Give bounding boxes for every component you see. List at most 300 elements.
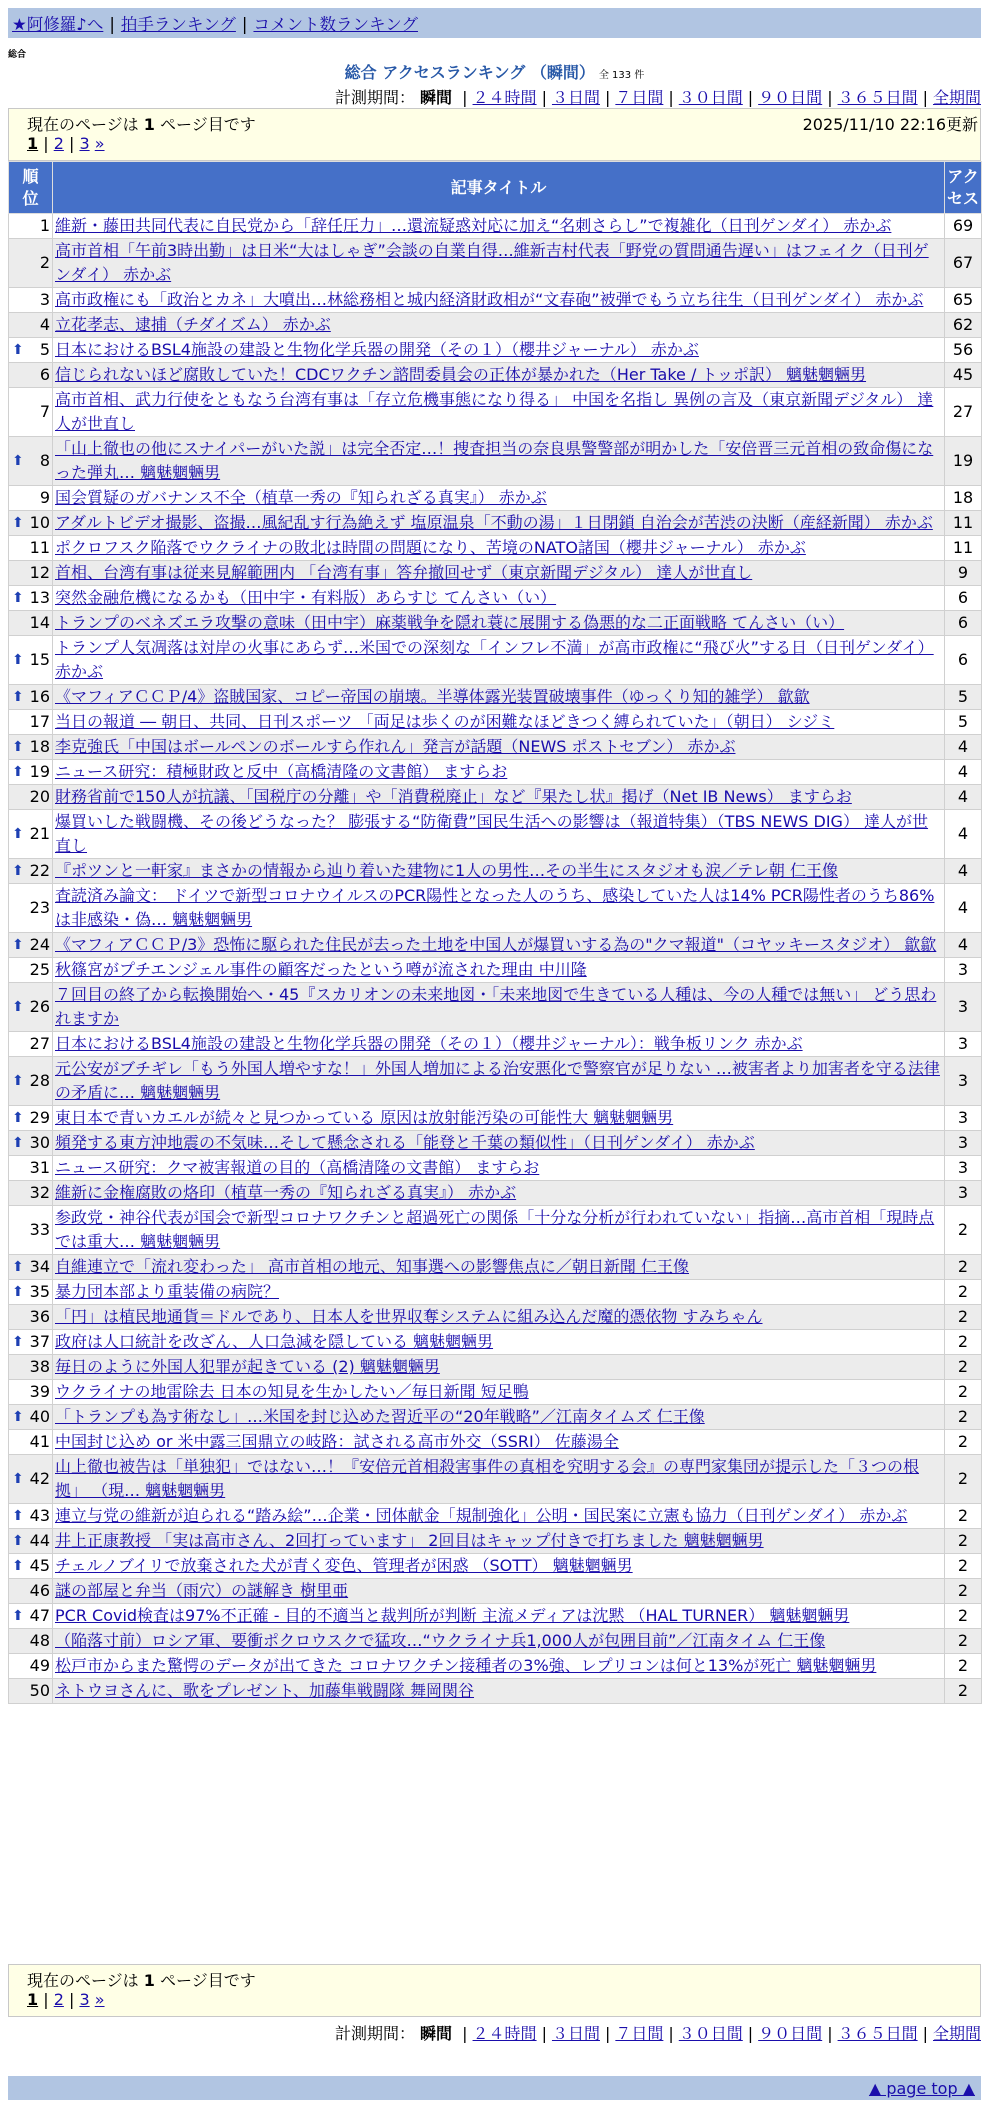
table-row <box>9 1255 982 1280</box>
item-count: 全 133 件 <box>598 70 645 81</box>
up-arrow-icon: ⬆ <box>12 453 24 469</box>
article-link[interactable]: （陥落寸前）ロシア軍、要衝ポクロウスクで猛攻…“ウクライナ兵1,000人が包囲目前”／江南タイム 仁王像 <box>55 1631 826 1650</box>
rank-number: 25 <box>29 960 50 979</box>
article-link[interactable]: 爆買いした戦闘機、その後どうなった？ 膨張する“防衛費”国民生活への影響は（報道特集）（TBS NEWS DIG） 達人が世直し <box>55 812 929 855</box>
rank-number: 8 <box>39 451 50 470</box>
access-count: 6 <box>945 586 982 611</box>
article-link[interactable]: 維新に金権腐敗の烙印（植草一秀の『知られざる真実』） 赤かぶ <box>55 1183 517 1202</box>
title-cell <box>53 1679 945 1704</box>
article-link[interactable]: 中国封じ込め or 米中露三国鼎立の岐路：試される高市外交（SSRI） 佐藤湯全 <box>55 1432 619 1451</box>
access-count: 67 <box>945 239 982 288</box>
access-count: 3 <box>945 1156 982 1181</box>
rank-cell <box>9 611 53 636</box>
rank-cell <box>9 586 53 611</box>
access-count: 2 <box>945 1405 982 1430</box>
rank-number: 17 <box>29 712 50 731</box>
period-link-0[interactable]: ２４時間 <box>472 88 537 107</box>
title-cell <box>53 1206 945 1255</box>
title-cell <box>53 1455 945 1504</box>
up-arrow-icon: ⬆ <box>12 1334 24 1350</box>
page-link-3[interactable]: 3 <box>79 134 90 153</box>
title-cell <box>53 313 945 338</box>
title-cell <box>53 288 945 313</box>
separator: | <box>604 88 611 107</box>
rank-number: 40 <box>29 1407 50 1426</box>
title-cell <box>53 611 945 636</box>
article-link[interactable]: 首相、台湾有事は従来見解範囲内 「台湾有事」答弁撤回せず（東京新聞デジタル） 達人が世直し <box>55 563 753 582</box>
title-cell <box>53 810 945 859</box>
rank-cell <box>9 1604 53 1629</box>
rank-number: 43 <box>29 1506 50 1525</box>
title-cell <box>53 933 945 958</box>
table-row <box>9 1430 982 1455</box>
rank-cell <box>9 810 53 859</box>
table-row <box>9 636 982 685</box>
rank-number: 42 <box>29 1469 50 1488</box>
rank-number: 14 <box>29 613 50 632</box>
home-link[interactable]: ★阿修羅♪へ <box>12 15 104 34</box>
next-page-link[interactable]: » <box>94 1990 105 2009</box>
article-link[interactable]: 井上正康教授 「実は高市さん、2回打っています」 2回目はキャップ付きで打ちました 魑魅魍魎男 <box>55 1531 764 1550</box>
table-row <box>9 1455 982 1504</box>
period-label: 計測期間： <box>334 88 415 107</box>
article-link[interactable]: 毎日のように外国人犯罪が起きている (2) 魑魅魍魎男 <box>55 1357 440 1376</box>
article-link[interactable]: 秋篠宮がプチエンジェル事件の顧客だったという噂が流された理由 中川隆 <box>55 960 587 979</box>
rank-number: 3 <box>39 290 50 309</box>
article-link[interactable]: ポクロフスク陥落でウクライナの敗北は時間の問題になり、苦境のNATO諸国（櫻井ジャーナル） 赤かぶ <box>55 538 806 557</box>
pagination-bottom <box>27 1990 105 2009</box>
up-arrow-icon: ⬆ <box>12 689 24 705</box>
up-arrow-icon: ⬆ <box>12 1135 24 1151</box>
ranking-rows <box>9 214 982 1704</box>
period-link-5[interactable]: ３６５日間 <box>837 2024 918 2043</box>
rank-cell <box>9 1405 53 1430</box>
separator: | <box>922 2024 928 2043</box>
table-row <box>9 1206 982 1255</box>
table-row <box>9 388 982 437</box>
access-count: 2 <box>945 1280 982 1305</box>
title-cell <box>53 1156 945 1181</box>
up-arrow-icon: ⬆ <box>12 1508 24 1524</box>
rank-cell <box>9 1654 53 1679</box>
rank-number: 26 <box>29 997 50 1016</box>
table-row <box>9 1604 982 1629</box>
period-current-bottom: 瞬間 <box>420 2024 453 2043</box>
access-count: 2 <box>945 1504 982 1529</box>
up-arrow-icon: ⬆ <box>12 1471 24 1487</box>
title-cell <box>53 486 945 511</box>
period-link-2[interactable]: ７日間 <box>615 88 664 107</box>
rank-cell <box>9 239 53 288</box>
separator: | <box>462 2024 468 2043</box>
rank-cell <box>9 388 53 437</box>
title-cell <box>53 710 945 735</box>
header-title: 記事タイトル <box>53 162 945 214</box>
title-cell <box>53 214 945 239</box>
rank-cell <box>9 561 53 586</box>
table-row <box>9 1156 982 1181</box>
access-count: 2 <box>945 1554 982 1579</box>
title-cell <box>53 1629 945 1654</box>
rank-number: 11 <box>29 538 50 557</box>
access-count: 2 <box>945 1430 982 1455</box>
access-count: 4 <box>945 884 982 933</box>
table-row <box>9 1654 982 1679</box>
separator: | <box>922 88 928 107</box>
access-count: 65 <box>945 288 982 313</box>
rank-cell <box>9 1106 53 1131</box>
title-cell <box>53 536 945 561</box>
ranking-title: 総合 アクセスランキング （瞬間） <box>344 63 595 82</box>
title-cell <box>53 1330 945 1355</box>
rank-number: 18 <box>29 737 50 756</box>
article-link[interactable]: 国会質疑のガバナンス不全（植草一秀の『知られざる真実』） 赤かぶ <box>55 488 547 507</box>
title-cell <box>53 1380 945 1405</box>
article-link[interactable]: PCR Covid検査は97%不正確 - 目的不適当と裁判所が判断 主流メディアは沈黙 （HAL TURNER） 魑魅魍魎男 <box>55 1606 850 1625</box>
article-link[interactable]: 謎の部屋と弁当（雨穴）の謎解き 樹里亜 <box>55 1581 349 1600</box>
article-link[interactable]: 「トランプも為す術なし」…米国を封じ込めた習近平の“20年戦略”／江南タイムズ 仁王像 <box>55 1407 705 1426</box>
table-row <box>9 1131 982 1156</box>
rank-cell <box>9 313 53 338</box>
article-link[interactable]: 連立与党の維新が迫られる“踏み絵”…企業・団体献金「規制強化」公明・国民案に立憲も協力（日刊ゲンダイ） 赤かぶ <box>55 1506 908 1525</box>
article-link[interactable]: 当日の報道 ― 朝日、共同、日刊スポーツ 「両足は歩くのが困難なほどきつく縛られていた」（朝日） シジミ <box>55 712 835 731</box>
rank-cell <box>9 760 53 785</box>
table-row <box>9 1057 982 1106</box>
article-link[interactable]: ネトウヨさんに、歌をプレゼント、加藤隼戦闘隊 舞岡関谷 <box>55 1681 475 1700</box>
title-cell <box>53 363 945 388</box>
rank-number: 24 <box>29 935 50 954</box>
page-link-2[interactable]: 2 <box>53 1990 64 2009</box>
title-cell <box>53 1057 945 1106</box>
rank-number: 45 <box>29 1556 50 1575</box>
article-link[interactable]: トランプのベネズエラ攻撃の意味（田中宇）麻薬戦争を隠れ蓑に展開する偽悪的な二正面戦略 てんさい（い） <box>55 613 845 632</box>
access-count: 2 <box>945 1380 982 1405</box>
period-current: 瞬間 <box>420 88 453 107</box>
table-row <box>9 363 982 388</box>
access-count: 2 <box>945 1206 982 1255</box>
access-count: 4 <box>945 735 982 760</box>
table-row <box>9 785 982 810</box>
article-link[interactable]: 自維連立で「流れ変わった」 高市首相の地元、知事選への影響焦点に／朝日新聞 仁王像 <box>55 1257 690 1276</box>
access-count: 2 <box>945 1330 982 1355</box>
rank-number: 13 <box>29 588 50 607</box>
up-arrow-icon: ⬆ <box>12 590 24 606</box>
up-arrow-icon: ⬆ <box>12 1073 24 1089</box>
article-link[interactable]: 政府は人口統計を改ざん、人口急減を隠している 魑魅魍魎男 <box>55 1332 494 1351</box>
table-row <box>9 536 982 561</box>
table-row <box>9 1305 982 1330</box>
table-row <box>9 1679 982 1704</box>
title-cell <box>53 511 945 536</box>
period-selector-top <box>335 85 981 108</box>
period-link-5[interactable]: ３６５日間 <box>837 88 918 107</box>
page-link-3[interactable]: 3 <box>79 1990 90 2009</box>
table-row <box>9 1405 982 1430</box>
access-count: 3 <box>945 983 982 1032</box>
separator: | <box>541 88 547 107</box>
table-row <box>9 1554 982 1579</box>
article-link[interactable]: 信じられないほど腐敗していた！CDCワクチン諮問委員会の正体が暴かれた（Her Take / トッポ訳） 魑魅魍魎男 <box>55 365 867 384</box>
table-row <box>9 933 982 958</box>
access-count: 6 <box>945 636 982 685</box>
article-link[interactable]: 財務省前で150人が抗議、「国税庁の分離」や「消費税廃止」など『果たし状』掲げ（Net IB News） ますらお <box>55 787 852 806</box>
rank-number: 49 <box>29 1656 50 1675</box>
article-link[interactable]: ウクライナの地雷除去 日本の知見を生かしたい／毎日新聞 短足鴨 <box>55 1382 529 1401</box>
access-count: 2 <box>945 1455 982 1504</box>
article-link[interactable]: 李克強氏「中国はボールペンのボールすら作れん」発言が話題（NEWS ポストセブン） 赤かぶ <box>55 737 736 756</box>
rank-number: 44 <box>29 1531 50 1550</box>
rank-cell <box>9 1330 53 1355</box>
access-count: 2 <box>945 1604 982 1629</box>
rank-cell <box>9 1280 53 1305</box>
title-cell <box>53 958 945 983</box>
access-count: 18 <box>945 486 982 511</box>
table-row <box>9 1629 982 1654</box>
period-link-1[interactable]: ３日間 <box>551 2024 600 2043</box>
access-count: 45 <box>945 363 982 388</box>
article-link[interactable]: 立花孝志、逮捕（チダイズム） 赤かぶ <box>55 315 331 334</box>
rank-cell <box>9 1206 53 1255</box>
rank-cell <box>9 1455 53 1504</box>
table-row <box>9 884 982 933</box>
separator: | <box>604 2024 611 2043</box>
article-link[interactable]: トランプ人気凋落は対岸の火事にあらず…米国での深刻な「インフレ不満」が高市政権に“飛び火”する日（日刊ゲンダイ） 赤かぶ <box>55 638 934 681</box>
table-row <box>9 486 982 511</box>
rank-cell <box>9 1255 53 1280</box>
separator: | <box>827 2024 833 2043</box>
rank-cell <box>9 1032 53 1057</box>
table-row <box>9 611 982 636</box>
page-info-bottom <box>8 1964 981 2017</box>
rank-cell <box>9 363 53 388</box>
title-cell <box>53 983 945 1032</box>
article-link[interactable]: 高市首相、武力行使をともなう台湾有事は「存立危機事態になり得る」 中国を名指し 異例の言及（東京新聞デジタル） 達人が世直し <box>55 390 934 433</box>
title-cell <box>53 1654 945 1679</box>
page-title <box>0 60 989 83</box>
title-cell <box>53 338 945 363</box>
up-arrow-icon: ⬆ <box>12 1409 24 1425</box>
up-arrow-icon: ⬆ <box>12 1533 24 1549</box>
article-link[interactable]: 「山上徹也の他にスナイパーがいた説」は完全否定…！捜査担当の奈良県警警部が明かした「安倍晋三元首相の致命傷になった弾丸… 魑魅魍魎男 <box>55 439 934 482</box>
ranking-table <box>8 161 982 1704</box>
title-cell <box>53 1504 945 1529</box>
separator: | <box>63 134 80 153</box>
title-cell <box>53 1131 945 1156</box>
access-count: 3 <box>945 1106 982 1131</box>
period-links-bottom <box>457 2024 981 2043</box>
rank-cell <box>9 1629 53 1654</box>
up-arrow-icon: ⬆ <box>12 652 24 668</box>
rank-cell <box>9 1679 53 1704</box>
rank-cell <box>9 710 53 735</box>
table-row <box>9 1280 982 1305</box>
rank-cell <box>9 884 53 933</box>
access-count: 4 <box>945 859 982 884</box>
period-link-3[interactable]: ３０日間 <box>678 2024 743 2043</box>
title-cell <box>53 1255 945 1280</box>
rank-number: 33 <box>29 1220 50 1239</box>
rank-cell <box>9 214 53 239</box>
rank-number: 19 <box>29 762 50 781</box>
article-link[interactable]: 査読済み論文： ドイツで新型コロナウイルスのPCR陽性となった人のうち、感染していた人は14% PCR陽性者のうち86%は非感染・偽… 魑魅魍魎男 <box>55 886 935 929</box>
table-row <box>9 338 982 363</box>
article-link[interactable]: 維新・藤田共同代表に自民党から「辞任圧力」…還流疑惑対応に加え“名刺さらし”で複雑化（日刊ゲンダイ） 赤かぶ <box>55 216 892 235</box>
article-link[interactable]: 元公安がブチギレ「もう外国人増やすな！」外国人増加による治安悪化で警察官が足りない …被害者より加害者を守る法律の矛盾に… 魑魅魍魎男 <box>55 1059 940 1102</box>
period-link-4[interactable]: ９０日間 <box>758 2024 823 2043</box>
article-link[interactable]: チェルノブイリで放棄された犬が青く変色、管理者が困惑 （SOTT） 魑魅魍魎男 <box>55 1556 633 1575</box>
table-row <box>9 735 982 760</box>
article-link[interactable]: ７回目の終了から転換開始へ・45『スカリオンの未来地図・「未来地図で生きている人種は、今の人種では無い」 どう思われますか <box>55 985 937 1028</box>
title-cell <box>53 437 945 486</box>
access-count: 11 <box>945 536 982 561</box>
access-count: 3 <box>945 1181 982 1206</box>
rank-number: 48 <box>29 1631 50 1650</box>
period-link-4[interactable]: ９０日間 <box>758 88 823 107</box>
title-cell <box>53 735 945 760</box>
title-cell <box>53 1032 945 1057</box>
access-count: 2 <box>945 1355 982 1380</box>
rank-cell <box>9 1579 53 1604</box>
article-link[interactable]: 高市政権にも「政治とカネ」大噴出…林総務相と城内経済財政相が“文春砲”被弾でもう立ち往生（日刊ゲンダイ） 赤かぶ <box>55 290 924 309</box>
article-link[interactable]: ニュース研究：積極財政と反中（高橋清隆の文書館） ますらお <box>55 762 508 781</box>
rank-cell <box>9 1057 53 1106</box>
rank-number: 22 <box>29 861 50 880</box>
rank-cell <box>9 983 53 1032</box>
article-link[interactable]: 松戸市からまた驚愕のデータが出てきた コロナワクチン接種者の3%強、レプリコンは何と13%が死亡 魑魅魍魎男 <box>55 1656 877 1675</box>
table-header-row <box>9 162 982 214</box>
rank-number: 30 <box>29 1133 50 1152</box>
period-link-3[interactable]: ３０日間 <box>678 88 743 107</box>
access-count: 69 <box>945 214 982 239</box>
up-arrow-icon: ⬆ <box>12 1284 24 1300</box>
page-link-1: 1 <box>27 1990 39 2009</box>
rank-cell <box>9 685 53 710</box>
article-link[interactable]: 東日本で青いカエルが続々と見つかっている 原因は放射能汚染の可能性大 魑魅魍魎男 <box>55 1108 674 1127</box>
period-selector-bottom <box>335 2021 981 2044</box>
article-link[interactable]: 高市首相「午前3時出勤」は日米“大はしゃぎ”会談の自業自得…維新吉村代表「野党の質問通告遅い」はフェイク（日刊ゲンダイ） 赤かぶ <box>55 241 929 284</box>
period-link-6[interactable]: 全期間 <box>932 88 981 107</box>
current-page-text: 現在のページは 1 ページ目です <box>27 115 256 134</box>
rank-cell <box>9 288 53 313</box>
table-row <box>9 561 982 586</box>
table-row <box>9 685 982 710</box>
period-link-0[interactable]: ２４時間 <box>472 2024 537 2043</box>
table-row <box>9 288 982 313</box>
separator: | <box>827 88 833 107</box>
page-link-2[interactable]: 2 <box>53 134 64 153</box>
up-arrow-icon: ⬆ <box>12 1110 24 1126</box>
rank-cell <box>9 1355 53 1380</box>
title-cell <box>53 859 945 884</box>
rank-cell <box>9 511 53 536</box>
access-count: 27 <box>945 388 982 437</box>
access-count: 9 <box>945 561 982 586</box>
rank-cell <box>9 933 53 958</box>
title-cell <box>53 785 945 810</box>
footer-bar <box>8 2076 981 2100</box>
rank-cell <box>9 486 53 511</box>
article-link[interactable]: 日本におけるBSL4施設の建設と生物化学兵器の開発（その１）（櫻井ジャーナル） 赤かぶ <box>55 340 699 359</box>
article-link[interactable]: 日本におけるBSL4施設の建設と生物化学兵器の開発（その１）（櫻井ジャーナル）：戦争板リンク 赤かぶ <box>55 1034 803 1053</box>
period-label-bottom: 計測期間： <box>334 2024 415 2043</box>
header-rank: 順 位 <box>9 162 53 214</box>
article-link[interactable]: 参政党・神谷代表が国会で新型コロナワクチンと超過死亡の関係「十分な分析が行われていない」指摘…高市首相「現時点では重大… 魑魅魍魎男 <box>55 1208 935 1251</box>
page-top-link[interactable]: ▲ page top ▲ <box>868 2079 975 2098</box>
up-arrow-icon: ⬆ <box>12 826 24 842</box>
up-arrow-icon: ⬆ <box>12 1558 24 1574</box>
table-row <box>9 859 982 884</box>
rank-cell <box>9 1554 53 1579</box>
access-count: 4 <box>945 785 982 810</box>
article-link[interactable]: 山上徹也被告は「単独犯」ではない…！『安倍元首相殺害事件の真相を究明する会』の専門家集団が提示した「３つの根拠」 （現… 魑魅魍魎男 <box>55 1457 920 1500</box>
article-link[interactable]: アダルトビデオ撮影、盗撮…風紀乱す行為絶えず 塩原温泉「不動の湯」１日閉鎖 自治会が苦渋の決断（産経新聞） 赤かぶ <box>55 513 933 532</box>
rank-number: 7 <box>39 402 50 421</box>
access-count: 5 <box>945 710 982 735</box>
table-row <box>9 313 982 338</box>
category-label: 総合 <box>8 50 27 60</box>
rank-cell <box>9 1504 53 1529</box>
period-link-1[interactable]: ３日間 <box>551 88 600 107</box>
clap-ranking-link[interactable]: 拍手ランキング <box>120 15 236 34</box>
rank-cell <box>9 338 53 363</box>
table-row <box>9 437 982 486</box>
title-cell <box>53 586 945 611</box>
access-count: 6 <box>945 611 982 636</box>
rank-number: 41 <box>29 1432 50 1451</box>
table-row <box>9 511 982 536</box>
period-link-6[interactable]: 全期間 <box>932 2024 981 2043</box>
article-link[interactable]: 『ポツンと一軒家』まさかの情報から辿り着いた建物に1人の男性…その半生にスタジオも涙／テレ朝 仁王像 <box>55 861 838 880</box>
rank-number: 21 <box>29 824 50 843</box>
next-page-link[interactable]: » <box>94 134 105 153</box>
rank-number: 23 <box>29 898 50 917</box>
comment-ranking-link[interactable]: コメント数ランキング <box>253 15 418 34</box>
access-count: 2 <box>945 1529 982 1554</box>
article-link[interactable]: 暴力団本部より重装備の病院？ <box>55 1282 280 1301</box>
access-count: 62 <box>945 313 982 338</box>
period-link-2[interactable]: ７日間 <box>615 2024 664 2043</box>
up-arrow-icon: ⬆ <box>12 937 24 953</box>
access-count: 2 <box>945 1579 982 1604</box>
title-cell <box>53 561 945 586</box>
title-cell <box>53 1181 945 1206</box>
page-link-1: 1 <box>27 134 39 153</box>
article-link[interactable]: 《マフィアＣＣＰ/3》恐怖に駆られた住民が去った土地を中国人が爆買いする為の"クマ報道"（コヤッキースタジオ） 歙歙 <box>55 935 937 954</box>
article-link[interactable]: 突然金融危機になるかも（田中宇・有料版）あらすじ てんさい（い） <box>55 588 557 607</box>
pagination-top <box>27 134 105 153</box>
page-info-top <box>8 108 981 161</box>
article-link[interactable]: ニュース研究：クマ被害報道の目的（高橋清隆の文書館） ますらお <box>55 1158 540 1177</box>
rank-number: 36 <box>29 1307 50 1326</box>
access-count: 19 <box>945 437 982 486</box>
separator: | <box>38 1990 54 2009</box>
rank-number: 1 <box>39 216 50 235</box>
access-count: 2 <box>945 1255 982 1280</box>
table-row <box>9 1032 982 1057</box>
rank-number: 31 <box>29 1158 50 1177</box>
table-row <box>9 1355 982 1380</box>
title-cell <box>53 1430 945 1455</box>
access-count: 2 <box>945 1305 982 1330</box>
article-link[interactable]: 《マフィアＣＣＰ/4》盗賊国家、コピー帝国の崩壊。半導体露光装置破壊事件（ゆっくり知的雑学） 歙歙 <box>55 687 810 706</box>
rank-number: 9 <box>39 488 50 507</box>
rank-cell <box>9 437 53 486</box>
article-link[interactable]: 頻発する東方沖地震の不気味…そして懸念される「能登と千葉の類似性」（日刊ゲンダイ） 赤かぶ <box>55 1133 755 1152</box>
rank-cell <box>9 1131 53 1156</box>
rank-cell <box>9 859 53 884</box>
rank-number: 50 <box>29 1681 50 1700</box>
article-link[interactable]: 「円」は植民地通貨＝ドルであり、日本人を世界収奪システムに組み込んだ魔的憑依物 すみちゃん <box>55 1307 763 1326</box>
